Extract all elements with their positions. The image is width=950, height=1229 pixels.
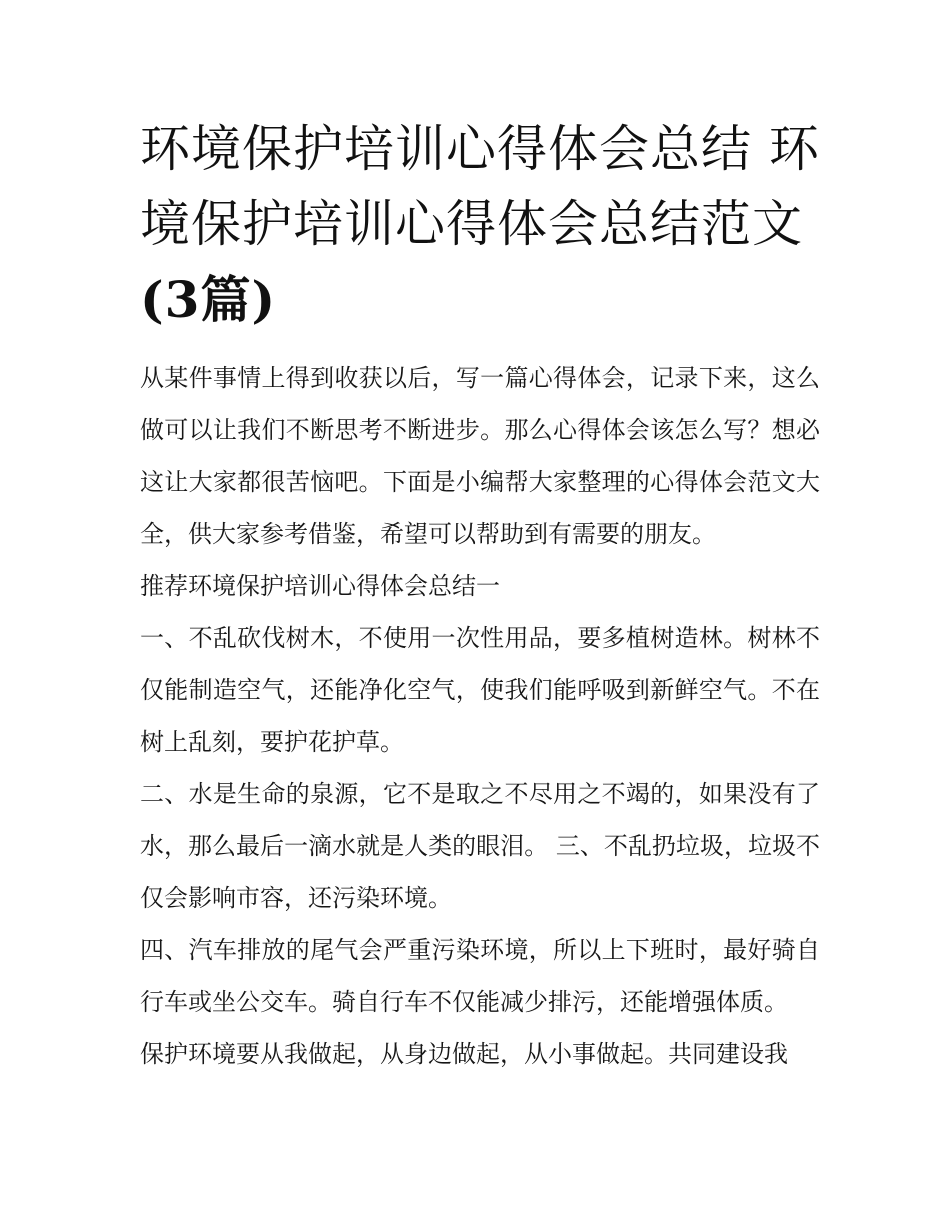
intro-paragraph: 从某件事情上得到收获以后，写一篇心得体会，记录下来，这么做可以让我们不断思考不断进步。那么心得体会该怎么写？想必这让大家都很苦恼吧。下面是小编帮大家整理的心得体会范文大全，供大家参考借鉴，希望可以帮助到有需要的朋友。 [140, 364, 820, 548]
title-text: 环境保护培训心得体会总结 环境保护培训心得体会总结范文 [140, 120, 820, 253]
section-heading: 推荐环境保护培训心得体会总结一 [140, 572, 500, 600]
point-two-three-paragraph: 二、水是生命的泉源，它不是取之不尽用之不竭的，如果没有了水，那么最后一滴水就是人类的眼泪。 三、不乱扔垃圾，垃圾不仅会影响市容，还污染环境。 [140, 780, 820, 912]
point-one-paragraph: 一、不乱砍伐树木，不使用一次性用品，要多植树造林。树林不仅能制造空气，还能净化空气，使我们能呼吸到新鲜空气。不在树上乱刻，要护花护草。 [140, 624, 820, 756]
document-body [140, 352, 820, 1080]
document-title [140, 112, 820, 338]
closing-paragraph: 保护环境要从我做起，从身边做起，从小事做起。共同建设我 [140, 1040, 788, 1068]
title-count: (3篇) [140, 270, 277, 329]
point-four-paragraph: 四、汽车排放的尾气会严重污染环境，所以上下班时，最好骑自行车或坐公交车。骑自行车不仅能减少排污，还能增强体质。 [140, 936, 820, 1016]
